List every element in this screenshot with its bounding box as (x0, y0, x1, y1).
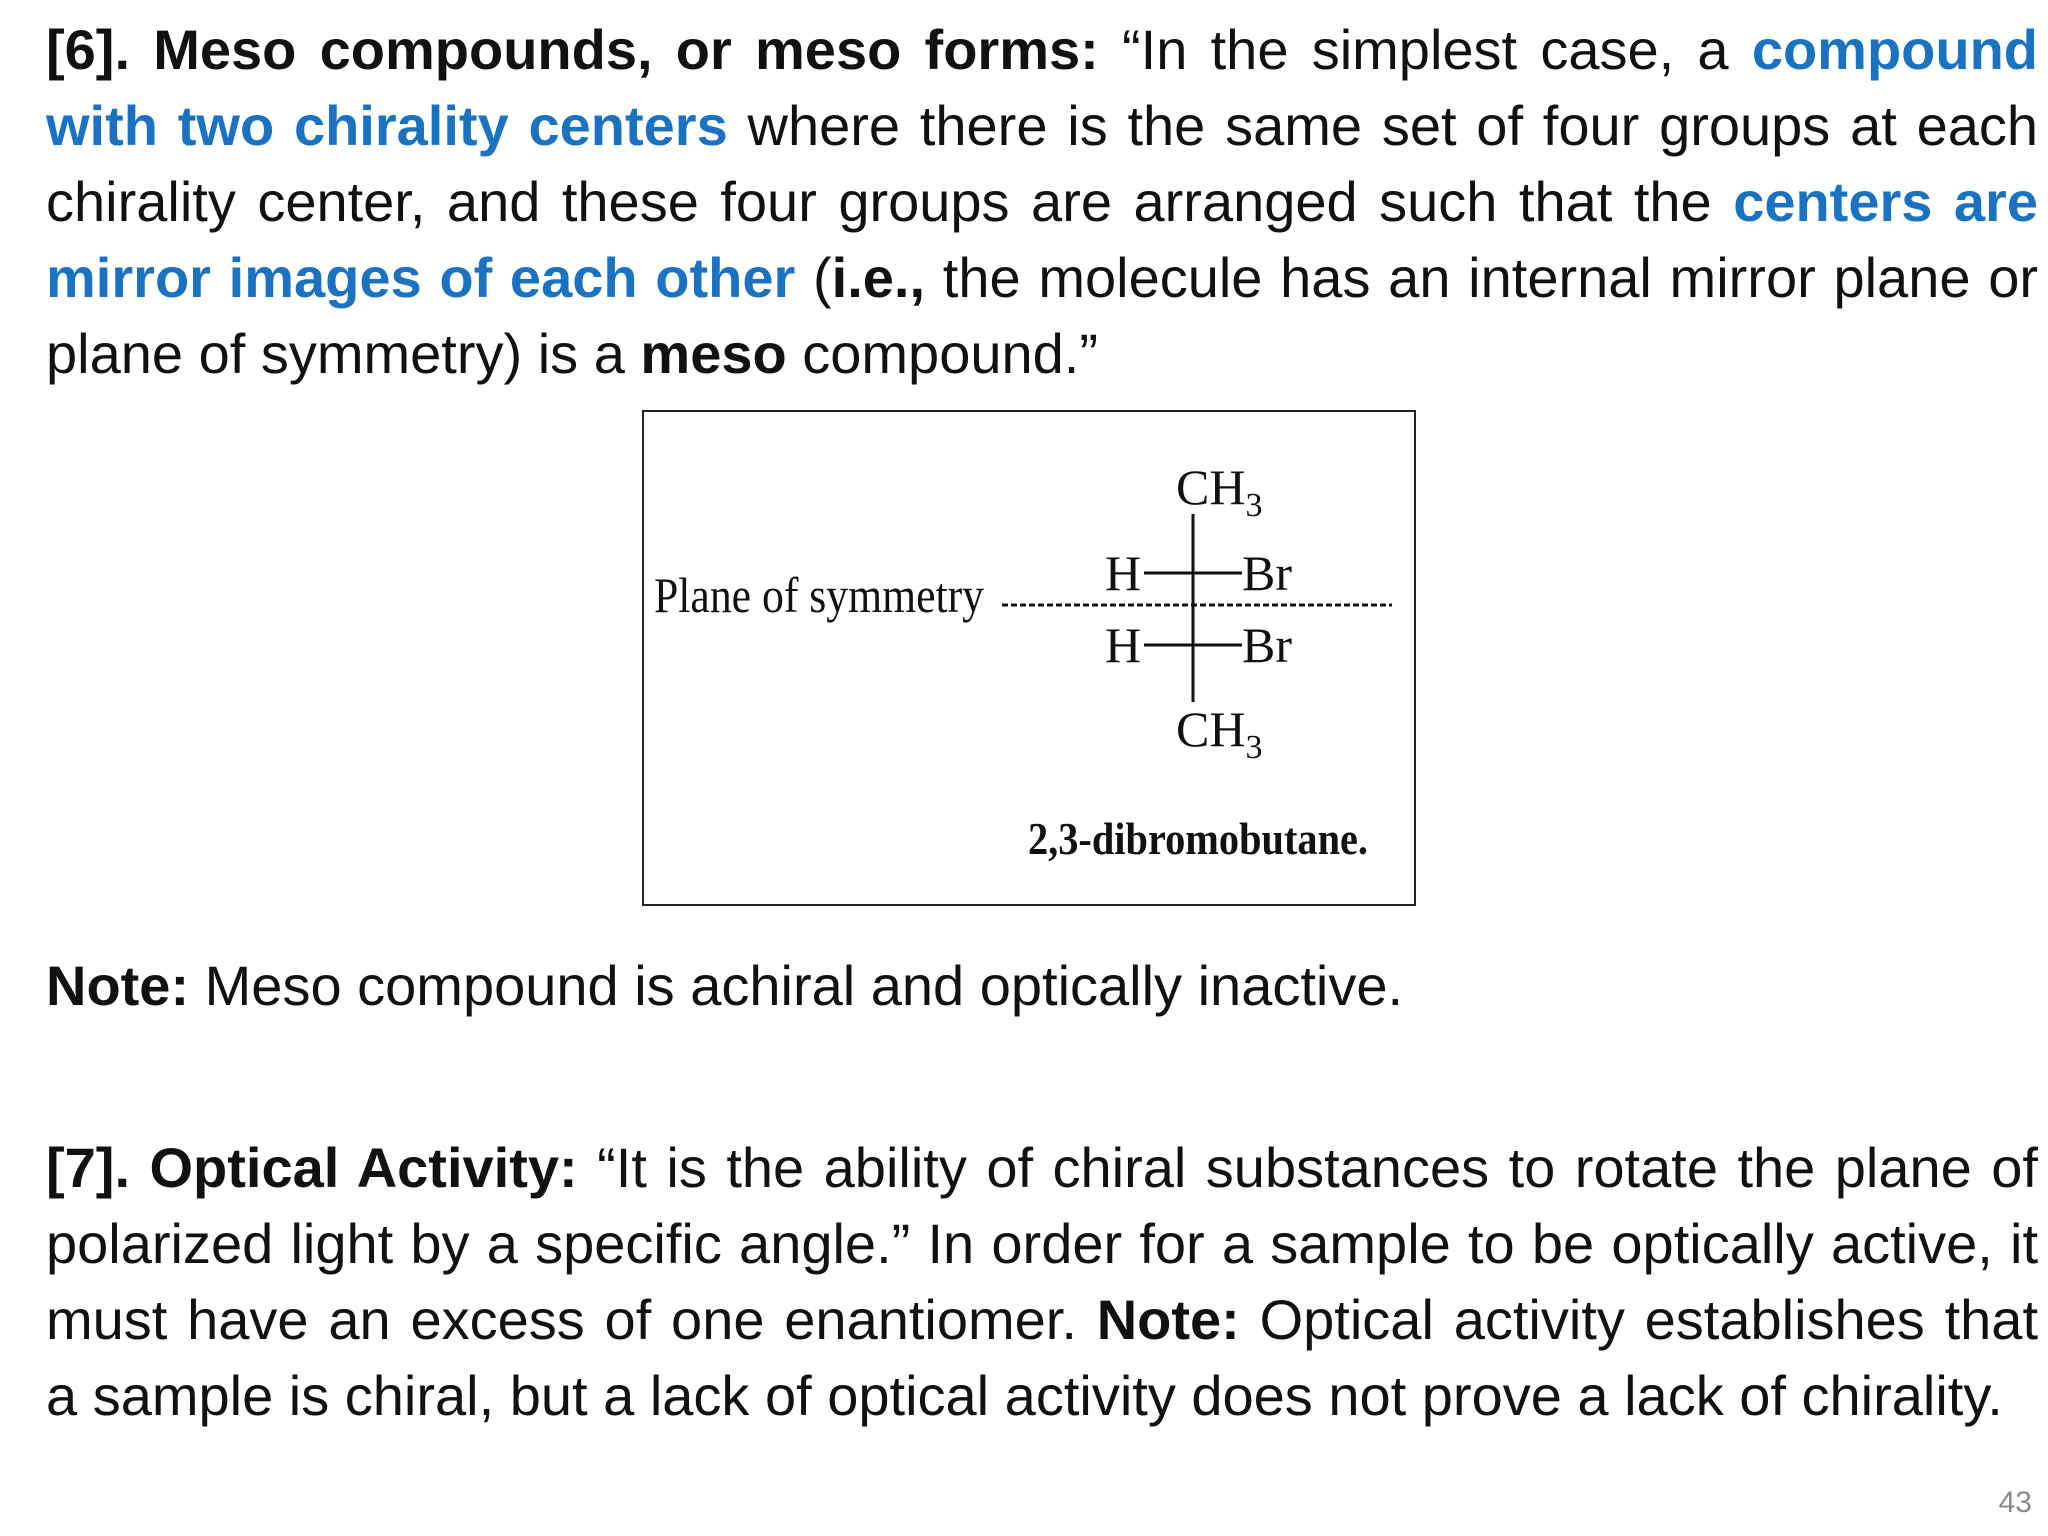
optical-activity-paragraph (46, 1130, 2038, 1434)
dibromobutane-figure (642, 410, 1416, 906)
meso-note (46, 948, 2038, 1024)
plane-of-symmetry-label: Plane of symmetry (654, 567, 984, 623)
text-run: “It is the ability of chiral substances to rotate the plane of polarized light by a specific angle.” In order for a sample to be optically active, it must have an excess of one enantiomer. (46, 1136, 2038, 1351)
page-number: 43 (1998, 1486, 2032, 1519)
highlight-two-chirality-centers: compound with two chirality centers (46, 18, 2039, 157)
text-run: “In the simplest case, a (1098, 18, 1752, 81)
upper-hydrogen: H (1105, 545, 1142, 601)
section-7-heading: [7]. Optical Activity: (46, 1136, 578, 1199)
text-run: Optical activity establishes that a sample is chiral, but a lack of optical activity does not prove a lack of chirality. (46, 1288, 2038, 1427)
meso-definition-paragraph (46, 12, 2038, 392)
bottom-methyl-subscript: 3 (1245, 729, 1263, 766)
upper-bromine: Br (1242, 545, 1292, 601)
text-run: compound.” (786, 322, 1098, 385)
lower-bromine: Br (1242, 617, 1292, 673)
highlight-mirror-images: centers are mirror images of each other (46, 170, 2038, 309)
note-label: Note: (1096, 1288, 1240, 1351)
fischer-projection (644, 412, 1418, 908)
ie-abbreviation: i.e., (831, 246, 926, 309)
top-methyl-subscript: 3 (1245, 487, 1263, 524)
text-run: the molecule has an internal mirror plane or plane of symmetry) is a (46, 246, 2038, 385)
bottom-methyl-group (1176, 701, 1262, 766)
figure-caption: 2,3-dibromobutane. (1028, 813, 1368, 864)
text-run: ( (795, 246, 832, 309)
bottom-methyl-ch: CH (1176, 701, 1246, 757)
note-text: Meso compound is achiral and optically inactive. (189, 954, 1404, 1017)
top-methyl-ch: CH (1176, 459, 1246, 515)
section-6-heading: [6]. Meso compounds, or meso forms: (46, 18, 1099, 81)
lower-hydrogen: H (1105, 617, 1142, 673)
top-methyl-group (1176, 459, 1262, 524)
note-label: Note: (46, 954, 190, 1017)
text-run: where there is the same set of four groups at each chirality center, and these four groups are arranged such that the (46, 94, 2039, 233)
meso-term: meso (640, 322, 787, 385)
